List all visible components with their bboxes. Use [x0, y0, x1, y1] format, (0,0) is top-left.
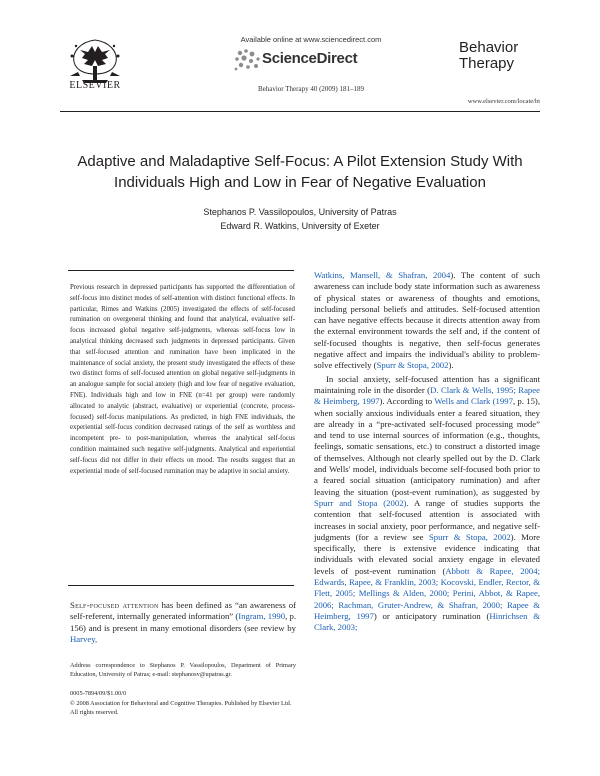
sciencedirect-dots-icon: [232, 47, 262, 73]
author-line: [60, 221, 540, 231]
copyright-footnote: © 2008 Association for Behavioral and Cognitive Therapies. Published by Elsevier Ltd. All rights reserved.: [70, 700, 292, 716]
journal-title-line: Behavior: [459, 39, 519, 56]
abstract-divider-bottom: [68, 585, 294, 586]
sciencedirect-wordmark[interactable]: ScienceDirect: [262, 50, 358, 67]
citation-link[interactable]: Wells and Clark (1997: [434, 396, 513, 407]
body-text-run: ) or anticipatory rumination (: [373, 610, 490, 621]
body-text-left: [70, 600, 296, 645]
journal-title-line: Therapy: [459, 55, 515, 72]
header-divider: [60, 111, 540, 112]
correspondence-footnote: Address correspondence to Stephanos P. Vassilopoulos, Department of Primary Education, University of Patras; e-mail: stephanosv@upatras.gr.: [70, 662, 296, 678]
body-text-run: , p. 15), when socially anxious individuals enter a feared situation, they are already in a “pre-activated self-focused processing mode” and tend to use internal sources of information (e.g., thoughts, feelings, somatic sensations, etc.) to construct a distorted image of themselves. Although not clearly spelled out by the D. Clark and Wells' model, individuals become self-focused both prior to a feared social situation (anticipatory rumination) and after leaving the situation (post-event rumination), as suggested by: [314, 396, 540, 497]
citation-link[interactable]: Hinrichsen & Clark, 2003;: [314, 610, 540, 633]
available-online-text[interactable]: Available online at www.sciencedirect.com: [240, 35, 382, 44]
body-text-run: . A range of studies supports the contention that self-focused attention is associated with increases in social anxiety, poor performance, and negative self-judgments (for a review see: [314, 497, 540, 542]
body-text-run: has been defined as “an awareness of self-referent, internally generated information” (: [70, 600, 296, 622]
citation-link[interactable]: Spurr and Stopa (2002): [314, 497, 407, 508]
author-affiliation: University of Patras: [318, 207, 397, 217]
body-text-run: ). According to: [379, 396, 435, 407]
author-line: [60, 207, 540, 217]
journal-url[interactable]: www.elsevier.com/locate/bt: [467, 98, 540, 105]
body-text-right: [314, 270, 540, 634]
body-text-run: ).: [448, 360, 454, 371]
article-title-line: Adaptive and Maladaptive Self-Focus: A Pilot Extension Study With: [77, 153, 523, 170]
body-text-run: , p. 156) and is present in many emotional disorders (see review by: [70, 611, 297, 633]
paragraph: [314, 374, 540, 634]
author-affiliation: University of Exeter: [301, 221, 380, 231]
article-title-line: Individuals High and Low in Fear of Negative Evaluation: [114, 174, 486, 191]
citation-link[interactable]: Ingram, 1990: [238, 611, 286, 622]
abstract-divider-top: [68, 270, 294, 271]
citation-link[interactable]: Spurr & Stopa, 2002: [428, 531, 511, 542]
body-text-run: ). More specifically, there is extensive evidence indicating that individuals with elevated social anxiety engage in elevated levels of post-event rumination (: [314, 531, 540, 576]
elsevier-wordmark: ELSEVIER: [69, 80, 121, 91]
article-title: [60, 151, 540, 193]
issn-footnote: 0005-7894/09/$1.00/0: [70, 690, 127, 697]
citation-link[interactable]: Harvey,: [70, 633, 98, 644]
body-text-run: ). The content of such awareness can include body state information such as awareness of physical states or awareness of thoughts and emotions, including personal beliefs and attitudes. Self-focused attention can have negative effects because it directs attention away from the external environment towards the self and, if the content of self-focused thoughts is negative, then self-focus generates negative affect and impairs the individual's ability to problem-solve effectively (: [314, 270, 540, 371]
journal-citation: Behavior Therapy 40 (2009) 181–189: [257, 85, 364, 93]
journal-title: [459, 40, 518, 72]
citation-link[interactable]: Watkins, Mansell, & Shafran, 2004: [314, 270, 451, 280]
lead-in-smallcaps: Self-focused attention: [70, 600, 159, 610]
paragraph: [314, 270, 540, 372]
citation-link[interactable]: D. Clark & Wells, 1995; Rapee & Heimberg, 1997: [314, 384, 540, 407]
author-name: Stephanos P. Vassilopoulos,: [203, 207, 317, 217]
abstract-text: Previous research in depressed participants has supported the differentiation of self-focus into distinct modes of self-attention with distinct functional effects. In particular, Rimes and Watkins (2005) investigated the effects of self-focused rumination on overgeneral thinking and found that analytical, evaluative self-focus increased global negative self-judgments, whereas self-focus low in analytical thinking decreased such judgments in depressed participants. Given that self-focused attention and rumination have been implicated in the maintenance of social anxiety, the present study investigated the effects of these two distinct forms of self-focused attention on global negative self-judgments in an analogue sample for social anxiety (high and low fear of negative evaluation, FNE). Individuals high and low in FNE (n=41 per group) were randomly allocated to analytic (abstract, evaluative) or experiential (concrete, process-focused) self-focus manipulations. As predicted, in high FNE individuals, the experiential self-focus condition decreased ratings of the self as worthless and incompetent pre- to post-manipulation, whereas the analytical self-focus condition maintained such negative self-judgments. Analytical and experiential self-focus did not differ in their effects on mood. The results suggest that an experiential mode of self-focused rumination may be adaptive in social anxiety.: [70, 284, 295, 475]
author-name: Edward R. Watkins,: [220, 221, 300, 231]
body-text-run: In social anxiety, self-focused attention has a significant maintaining role in the disorder (: [314, 373, 540, 395]
citation-link[interactable]: Spurr & Stopa, 2002: [376, 360, 449, 371]
citation-link[interactable]: Abbott & Rapee, 2004; Edwards, Rapee, & Franklin, 2003; Kocovski, Endler, Rector, & Flett, 2005; Mellings & Alden, 2000; Perini, Abbot, & Rapee, 2006; Rachman, Gruter-Andrew, & Shafran, 2000; Rapee & Heimberg, 1997: [314, 565, 540, 621]
